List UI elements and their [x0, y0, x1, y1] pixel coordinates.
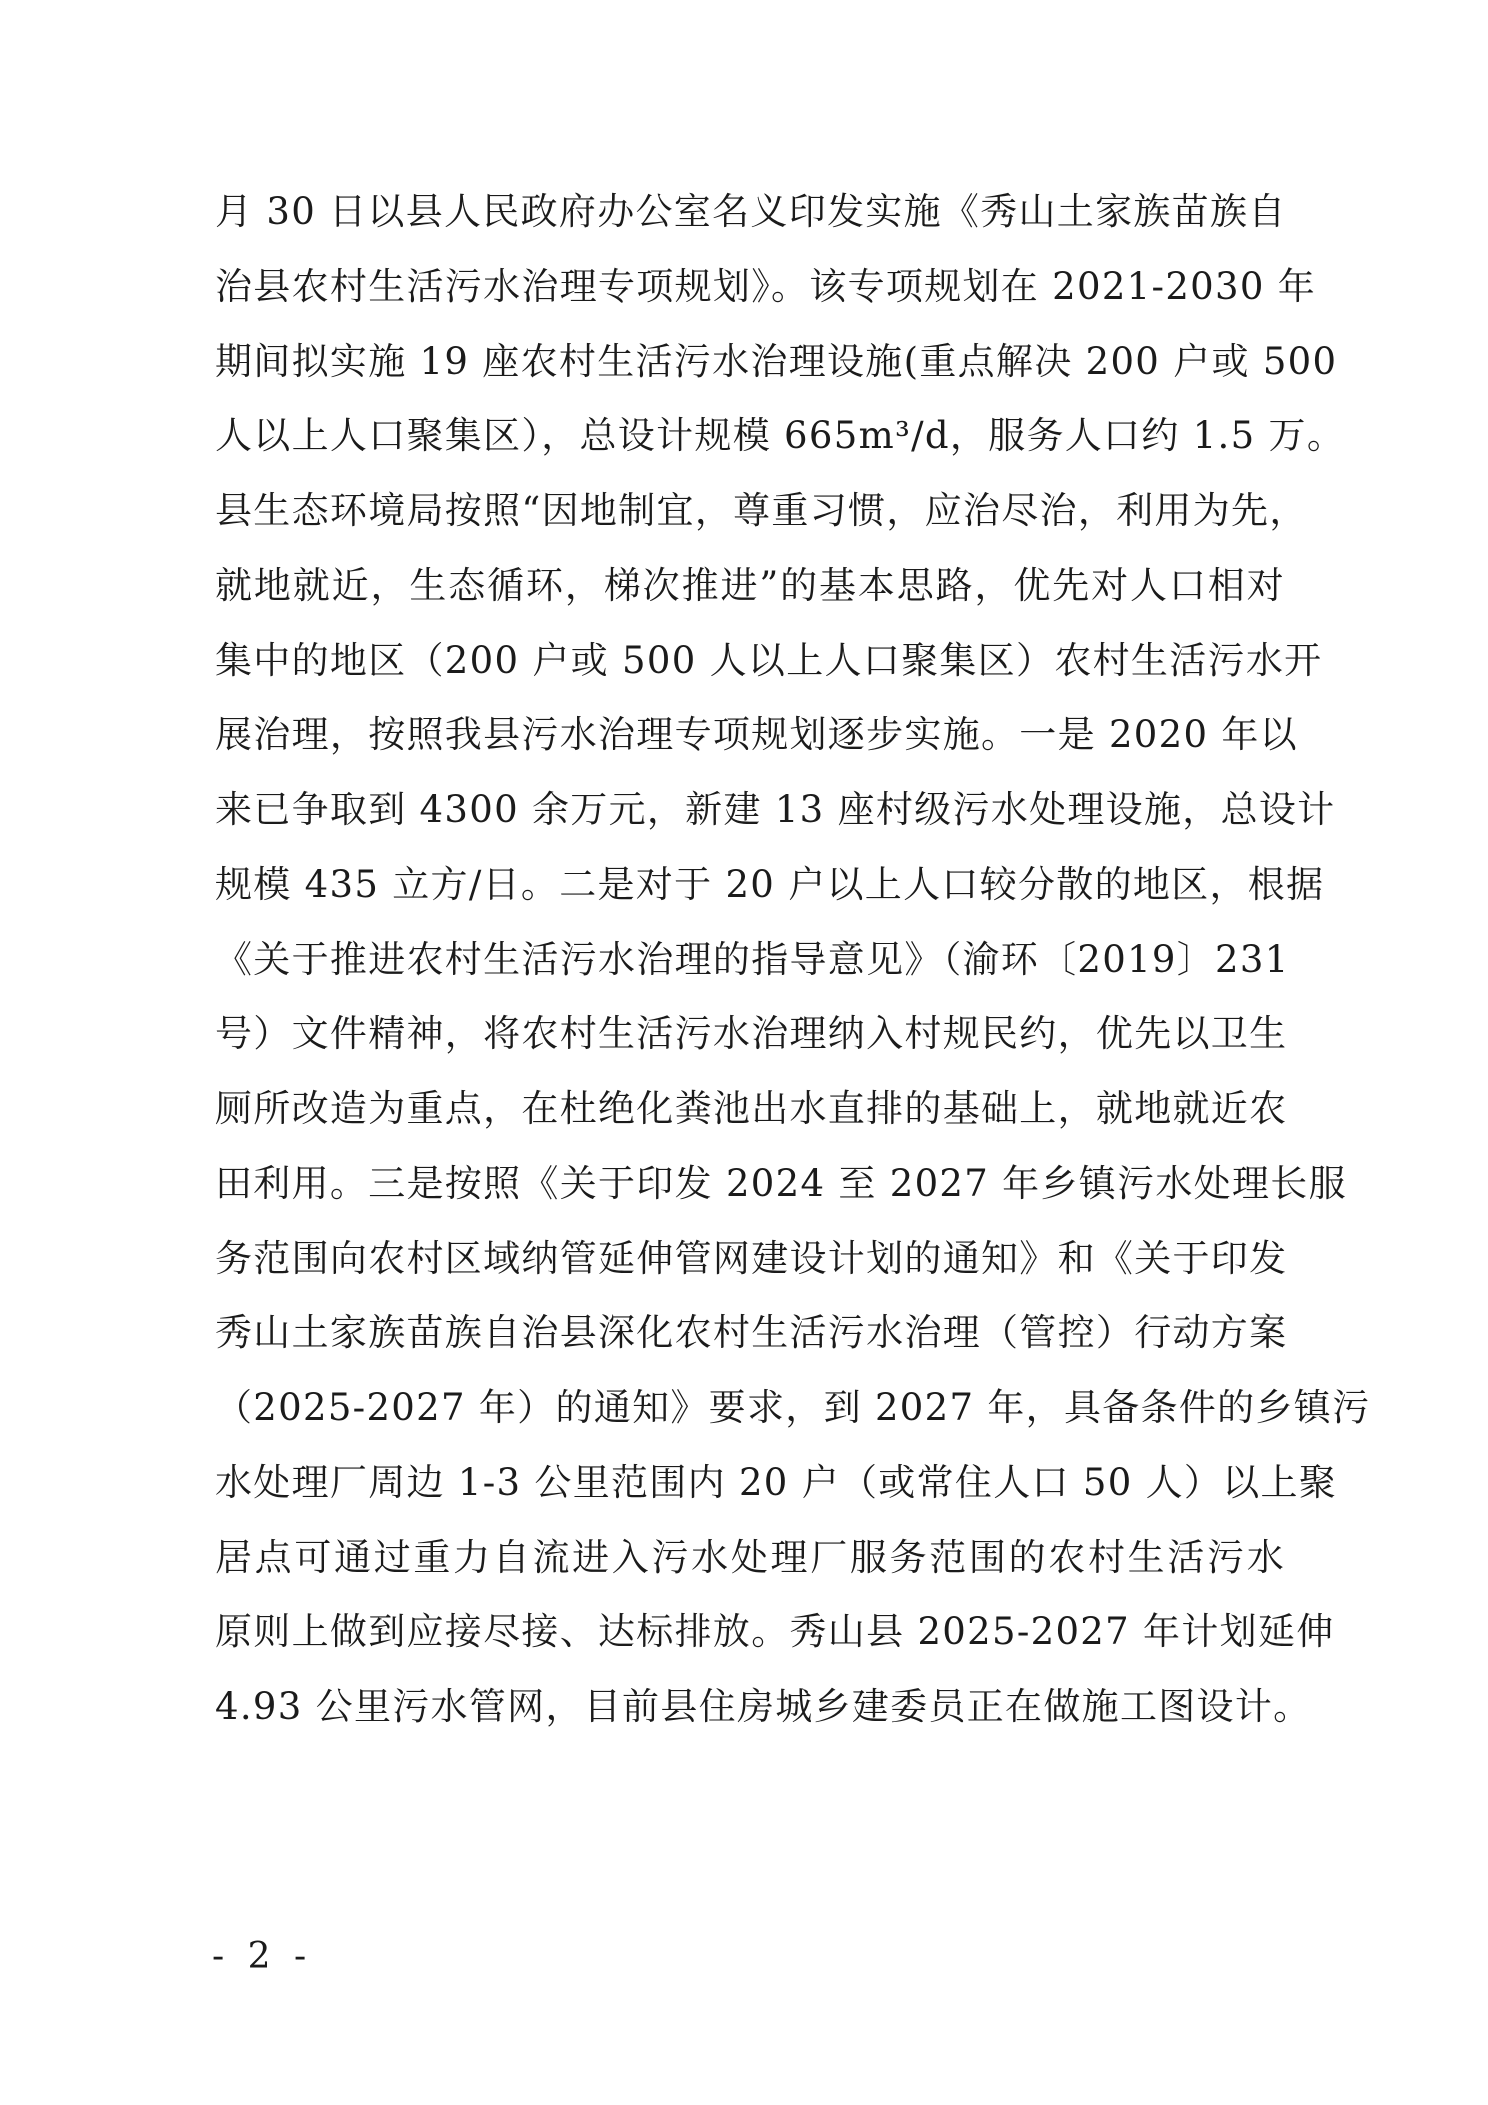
text-line: 厕所改造为重点，在杜绝化粪池出水直排的基础上，就地就近农 [215, 1087, 1288, 1130]
text-line: 原则上做到应接尽接、达标排放。秀山县 2025-2027 年计划延伸 [215, 1610, 1335, 1653]
text-line: 来已争取到 4300 余万元，新建 13 座村级污水处理设施，总设计 [215, 788, 1336, 831]
text-line: 秀山土家族苗族自治县深化农村生活污水治理（管控）行动方案 [215, 1311, 1288, 1354]
text-line: 务范围向农村区域纳管延伸管网建设计划的通知》和《关于印发 [215, 1237, 1288, 1280]
text-line: 4.93 公里污水管网，目前县住房城乡建委员正在做施工图设计。 [215, 1685, 1312, 1728]
text-line: 县生态环境局按照“因地制宜，尊重习惯，应治尽治，利用为先， [215, 489, 1308, 532]
page-number: - 2 - [212, 1936, 313, 1977]
text-line: 居点可通过重力自流进入污水处理厂服务范围的农村生活污水 [215, 1536, 1285, 1579]
text-line: （2025-2027 年）的通知》要求，到 2027 年，具备条件的乡镇污 [215, 1386, 1371, 1429]
text-line: 期间拟实施 19 座农村生活污水治理设施(重点解决 200 户或 500 [215, 340, 1338, 383]
text-line: 规模 435 立方/日。二是对于 20 户以上人口较分散的地区，根据 [215, 863, 1325, 906]
text-line: 集中的地区（200 户或 500 人以上人口聚集区）农村生活污水开 [215, 639, 1323, 682]
text-line: 《关于推进农村生活污水治理的指导意见》（渝环〔2019〕231 [215, 938, 1290, 981]
text-line: 就地就近，生态循环，梯次推进”的基本思路，优先对人口相对 [215, 564, 1285, 607]
text-line: 人以上人口聚集区），总设计规模 665m³/d，服务人口约 1.5 万。 [215, 414, 1346, 457]
text-line: 号）文件精神，将农村生活污水治理纳入村规民约，优先以卫生 [215, 1012, 1288, 1055]
text-line: 治县农村生活污水治理专项规划》。该专项规划在 2021-2030 年 [215, 265, 1317, 308]
text-line: 水处理厂周边 1-3 公里范围内 20 户（或常住人口 50 人）以上聚 [215, 1461, 1338, 1504]
text-line: 展治理，按照我县污水治理专项规划逐步实施。一是 2020 年以 [215, 713, 1298, 756]
text-line: 月 30 日以县人民政府办公室名义印发实施《秀山土家族苗族自 [215, 190, 1287, 233]
text-line: 田利用。三是按照《关于印发 2024 至 2027 年乡镇污水处理长服 [215, 1162, 1347, 1205]
